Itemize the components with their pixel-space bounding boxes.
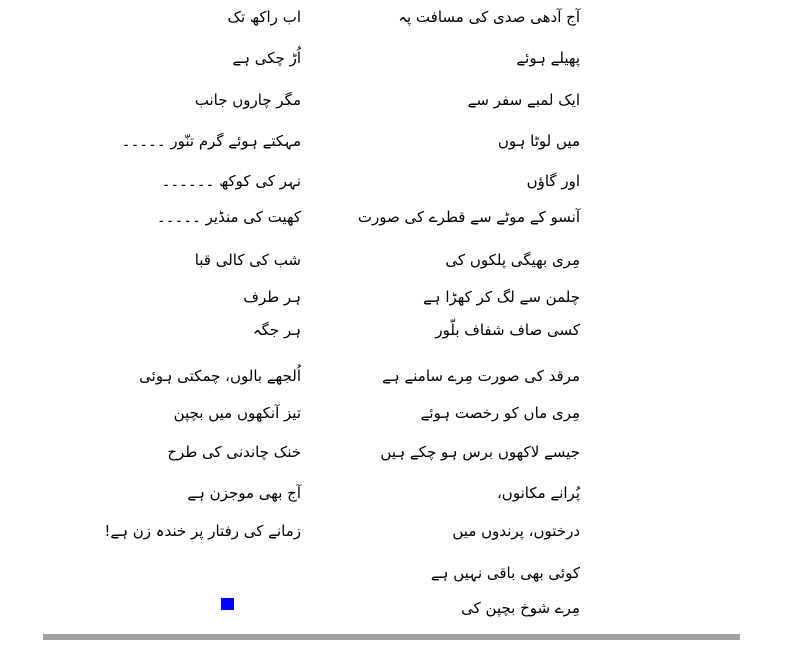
poem-line: جیسے لاکھوں برس ہو چکے ہیں: [380, 443, 580, 461]
poem-line: آج بھی موجزن ہے: [187, 484, 301, 502]
poem-line: چلمن سے لگ کر کھڑا ہے: [422, 288, 580, 306]
horizontal-rule: [43, 634, 740, 640]
poem-line: مِری بھیگی پلکوں کی: [445, 251, 580, 269]
poem-line: اُڑ چکی ہے: [232, 49, 301, 67]
poem-line: کھیت کی منڈیر ۔۔۔۔۔: [156, 208, 301, 226]
poem-line: تیز آنکھوں میں بچپن: [173, 404, 301, 422]
poem-line: زمانے کی رفتار پر خندہ زن ہے!: [104, 522, 301, 540]
poem-line: پھیلے ہوئے: [516, 49, 580, 67]
poem-line: پُرانے مکانوں،: [496, 484, 580, 502]
poem-line: اور گاؤں: [526, 172, 580, 190]
poem-line: ہر طرف: [243, 288, 301, 306]
poem-line: مِری ماں کو رخصت ہوئے: [420, 404, 580, 422]
poem-line: ہر جگہ: [252, 321, 301, 339]
poem-line: کوئی بھی باقی نہیں ہے: [430, 564, 580, 582]
poem-line: مگر چاروں جانب: [194, 91, 301, 109]
poem-line: مِرے شوخ بچپن کی: [461, 599, 580, 617]
poem-line: مرقد کی صورت مِرے سامنے ہے: [382, 367, 580, 385]
poem-line: ایک لمبے سفر سے: [467, 91, 580, 109]
poem-line: خنک چاندنی کی طرح: [167, 443, 301, 461]
poem-line: میں لوٹا ہوں: [497, 132, 580, 150]
poem-line: اب راکھ تک: [227, 8, 301, 26]
poem-line: کسی صاف شفاف بلّور: [435, 321, 580, 339]
poem-line: شب کی کالی قبا: [194, 251, 301, 269]
blue-square-marker: [221, 598, 234, 610]
poem-line: اُلجھے بالوں، چمکتی ہوئی: [139, 367, 301, 385]
poem-line: مہکتے ہوئے گرم تنّور ۔۔۔۔۔: [121, 132, 301, 150]
poem-line: آنسو کے موٹے سے قطرے کی صورت: [357, 208, 580, 226]
poem-line: درختوں، پرندوں میں: [452, 522, 580, 540]
poem-line: نہر کی کوکھ ۔۔۔۔۔۔: [161, 172, 301, 190]
poem-line: آج آدھی صدی کی مسافت پہ: [398, 8, 580, 26]
